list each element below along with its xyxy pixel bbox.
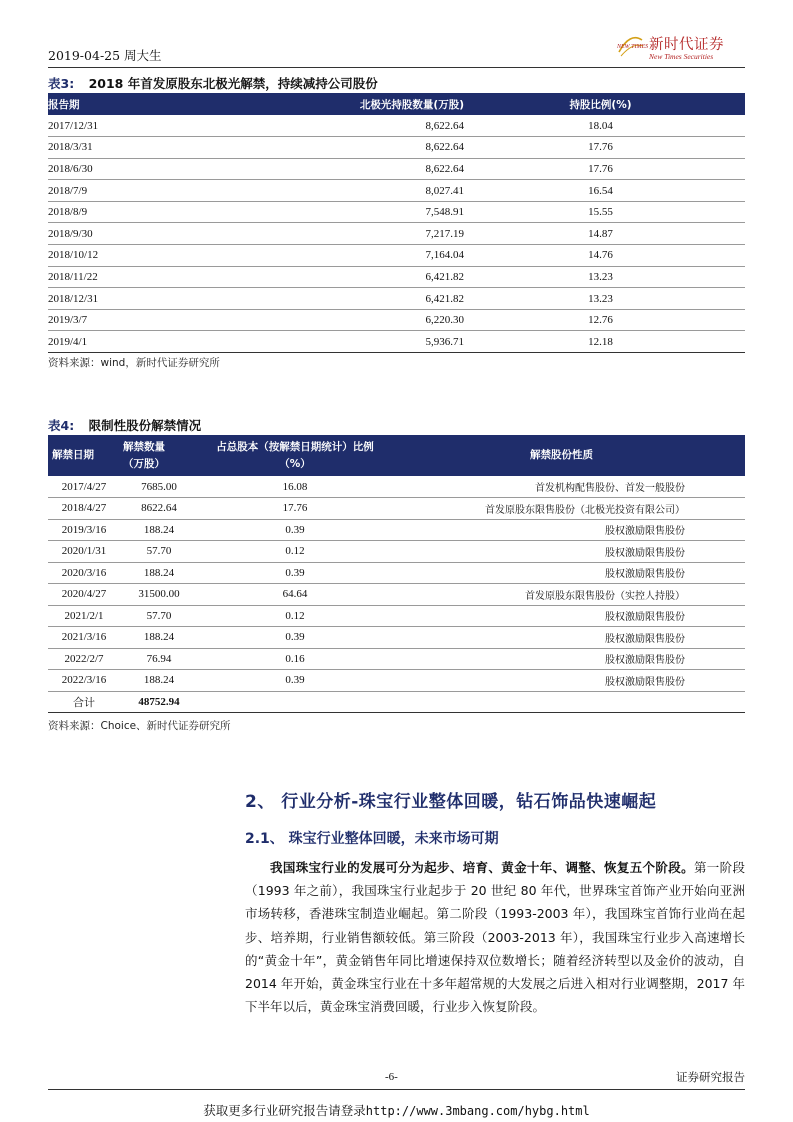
table3-row xyxy=(48,180,745,202)
table4-title-text: 限制性股份解禁情况 xyxy=(88,418,202,433)
page-number: -6- xyxy=(385,1071,398,1083)
table3-cell-shares: 6,220.30 xyxy=(254,309,466,331)
table4-row xyxy=(48,541,745,563)
table3-cell-ratio: 13.23 xyxy=(466,288,745,310)
table4-cell-nature: 股权激励限售股份 xyxy=(392,605,745,627)
table4-row xyxy=(48,670,745,692)
table4-cell-qty: 188.24 xyxy=(120,562,198,584)
table4-row xyxy=(48,519,745,541)
table4-label: 表4: xyxy=(48,418,75,433)
table3-cell-shares: 6,421.82 xyxy=(254,288,466,310)
table4-cell-date: 2020/1/31 xyxy=(48,541,120,563)
table4-source: 资料来源：Choice、新时代证券研究所 xyxy=(48,720,231,732)
table3-cell-period: 2018/8/9 xyxy=(48,201,254,223)
table4-cell-ratio: 16.08 xyxy=(198,476,392,498)
table4-header-ratio xyxy=(198,435,392,476)
table4-cell-date: 2019/3/16 xyxy=(48,519,120,541)
table3-header-period: 报告期 xyxy=(48,93,254,115)
table4-cell-qty: 57.70 xyxy=(120,605,198,627)
table3-row xyxy=(48,137,745,159)
table3-title-text: 2018 年首发原股东北极光解禁，持续减持公司股份 xyxy=(88,76,378,91)
table4-row xyxy=(48,562,745,584)
footer-promo-link[interactable]: http://www.3mbang.com/hybg.html xyxy=(365,1104,590,1118)
section-heading: 2、 行业分析-珠宝行业整体回暖，钻石饰品快速崛起 xyxy=(245,792,657,812)
table3-cell-shares: 7,548.91 xyxy=(254,201,466,223)
table3-cell-shares: 5,936.71 xyxy=(254,331,466,353)
subsection-heading: 2.1、 珠宝行业整体回暖，未来市场可期 xyxy=(245,831,499,847)
table4-header-qty-line1: 解禁数量 xyxy=(123,440,165,453)
table4-row xyxy=(48,476,745,498)
table4-cell-qty: 7685.00 xyxy=(120,476,198,498)
footer-divider xyxy=(48,1089,745,1090)
table4-cell-date: 2020/3/16 xyxy=(48,562,120,584)
table3-cell-shares: 7,164.04 xyxy=(254,245,466,267)
table4-cell-nature: 首发机构配售股份、首发一般股份 xyxy=(392,476,745,498)
table4-cell-nature: 股权激励限售股份 xyxy=(392,648,745,670)
table3-cell-shares: 8,027.41 xyxy=(254,180,466,202)
table4-cell-nature: 股权激励限售股份 xyxy=(392,562,745,584)
logo-text: NEW TIMES xyxy=(617,44,649,50)
table4 xyxy=(48,435,745,713)
table3-header-ratio: 持股比例(%) xyxy=(466,93,745,115)
table3-cell-period: 2019/3/7 xyxy=(48,309,254,331)
table4-cell-qty: 8622.64 xyxy=(120,498,198,520)
table4-cell-qty: 76.94 xyxy=(120,648,198,670)
table4-header-row xyxy=(48,435,745,476)
table4-cell-date: 2022/2/7 xyxy=(48,648,120,670)
table4-cell-qty: 188.24 xyxy=(120,519,198,541)
brand xyxy=(615,32,745,62)
brand-logo-icon xyxy=(615,32,649,60)
table4-total-empty xyxy=(198,691,392,713)
table3-cell-ratio: 12.76 xyxy=(466,309,745,331)
table4-row xyxy=(48,605,745,627)
page-header xyxy=(48,30,745,68)
table4-cell-date: 2018/4/27 xyxy=(48,498,120,520)
table3-row xyxy=(48,288,745,310)
table4-cell-date: 2021/3/16 xyxy=(48,627,120,649)
footer-promo-text: 获取更多行业研究报告请登录 xyxy=(203,1103,366,1118)
table3-cell-shares: 6,421.82 xyxy=(254,266,466,288)
table3-cell-ratio: 17.76 xyxy=(466,137,745,159)
table4-cell-qty: 57.70 xyxy=(120,541,198,563)
table3-title xyxy=(48,74,378,92)
body-paragraph xyxy=(245,856,745,1018)
table4-row xyxy=(48,584,745,606)
table4-cell-date: 2017/4/27 xyxy=(48,476,120,498)
brand-name-cn: 新时代证券 xyxy=(649,37,724,53)
table4-cell-ratio: 0.16 xyxy=(198,648,392,670)
table3-row xyxy=(48,223,745,245)
footer-promo xyxy=(0,1101,793,1119)
table4-header-nature: 解禁股份性质 xyxy=(392,435,745,476)
table3-source: 资料来源：wind，新时代证券研究所 xyxy=(48,357,220,369)
table4-cell-nature: 首发原股东限售股份（实控人持股） xyxy=(392,584,745,606)
table3-cell-period: 2018/3/31 xyxy=(48,137,254,159)
table3-row xyxy=(48,309,745,331)
table4-row xyxy=(48,498,745,520)
table4-cell-ratio: 0.12 xyxy=(198,541,392,563)
table4-title xyxy=(48,416,201,434)
table3-cell-ratio: 13.23 xyxy=(466,266,745,288)
table4-cell-date: 2021/2/1 xyxy=(48,605,120,627)
table4-total-value: 48752.94 xyxy=(120,691,198,713)
table4-cell-qty: 188.24 xyxy=(120,670,198,692)
table3-cell-ratio: 14.87 xyxy=(466,223,745,245)
table3-cell-shares: 8,622.64 xyxy=(254,115,466,137)
table3-header-row xyxy=(48,93,745,115)
table3-cell-shares: 7,217.19 xyxy=(254,223,466,245)
table3-cell-period: 2017/12/31 xyxy=(48,115,254,137)
table4-cell-nature: 股权激励限售股份 xyxy=(392,627,745,649)
table3-cell-ratio: 12.18 xyxy=(466,331,745,353)
table3-cell-ratio: 14.76 xyxy=(466,245,745,267)
table3-label: 表3: xyxy=(48,76,75,91)
table4-cell-nature: 首发原股东限售股份（北极光投资有限公司） xyxy=(392,498,745,520)
body-paragraph-rest: 第一阶段（1993 年之前），我国珠宝行业起步于 20 世纪 80 年代，世界珠宝首饰产业开始向亚洲市场转移，香港珠宝制造业崛起。第二阶段（1993-2003 年），我国珠宝首饰行业尚在起步、培养期，行业销售额较低。第三阶段（2003-2013 年），我国珠宝行业步入高速增长的“黄金十年”，黄金销售年同比增速保持双位数增长；随着经济转型以及金价的波动，自 2014 年开始，黄金珠宝行业在十多年超常规的大发展之后进入相对行业调整期，2017 年下半年以后，黄金珠宝消费回暖，行业步入恢复阶段。 xyxy=(245,860,745,1015)
table3-cell-shares: 8,622.64 xyxy=(254,137,466,159)
table4-row xyxy=(48,648,745,670)
table4-total-empty xyxy=(392,691,745,713)
table3-row xyxy=(48,245,745,267)
table3-row xyxy=(48,266,745,288)
table4-cell-nature: 股权激励限售股份 xyxy=(392,541,745,563)
table4-header-ratio-line1: 占总股本（按解禁日期统计）比例 xyxy=(216,440,374,453)
table4-cell-ratio: 0.39 xyxy=(198,519,392,541)
table3 xyxy=(48,93,745,353)
table3-row xyxy=(48,115,745,137)
table4-cell-date: 2022/3/16 xyxy=(48,670,120,692)
table3-cell-shares: 8,622.64 xyxy=(254,158,466,180)
table3-header-shares: 北极光持股数量(万股) xyxy=(254,93,466,115)
table4-header-qty xyxy=(120,435,198,476)
table3-cell-period: 2018/11/22 xyxy=(48,266,254,288)
table3-row xyxy=(48,331,745,353)
table4-cell-date: 2020/4/27 xyxy=(48,584,120,606)
table4-total-label: 合计 xyxy=(48,691,120,713)
table3-cell-period: 2018/12/31 xyxy=(48,288,254,310)
brand-name-en: New Times Securities xyxy=(649,52,714,61)
table4-cell-ratio: 0.39 xyxy=(198,562,392,584)
footer-report-type: 证券研究报告 xyxy=(676,1070,745,1084)
table4-row xyxy=(48,627,745,649)
table4-header-date: 解禁日期 xyxy=(48,435,120,476)
table3-cell-ratio: 15.55 xyxy=(466,201,745,223)
table3-row xyxy=(48,201,745,223)
table4-cell-ratio: 0.39 xyxy=(198,627,392,649)
table3-cell-period: 2018/7/9 xyxy=(48,180,254,202)
table4-cell-nature: 股权激励限售股份 xyxy=(392,519,745,541)
table4-header-qty-line2: （万股） xyxy=(123,457,165,470)
table4-cell-qty: 188.24 xyxy=(120,627,198,649)
table3-row xyxy=(48,158,745,180)
table4-cell-qty: 31500.00 xyxy=(120,584,198,606)
table3-cell-period: 2018/6/30 xyxy=(48,158,254,180)
table4-cell-ratio: 17.76 xyxy=(198,498,392,520)
table4-cell-nature: 股权激励限售股份 xyxy=(392,670,745,692)
body-paragraph-lead: 我国珠宝行业的发展可分为起步、培育、黄金十年、调整、恢复五个阶段。 xyxy=(270,860,694,875)
table3-cell-ratio: 17.76 xyxy=(466,158,745,180)
header-date-author: 2019-04-25 周大生 xyxy=(48,48,162,63)
table3-cell-period: 2018/10/12 xyxy=(48,245,254,267)
table3-cell-period: 2019/4/1 xyxy=(48,331,254,353)
table4-total-row xyxy=(48,691,745,713)
table4-cell-ratio: 0.39 xyxy=(198,670,392,692)
table3-cell-period: 2018/9/30 xyxy=(48,223,254,245)
table4-cell-ratio: 0.12 xyxy=(198,605,392,627)
table4-header-ratio-line2: （%） xyxy=(279,457,311,470)
table3-cell-ratio: 18.04 xyxy=(466,115,745,137)
table3-cell-ratio: 16.54 xyxy=(466,180,745,202)
table4-cell-ratio: 64.64 xyxy=(198,584,392,606)
